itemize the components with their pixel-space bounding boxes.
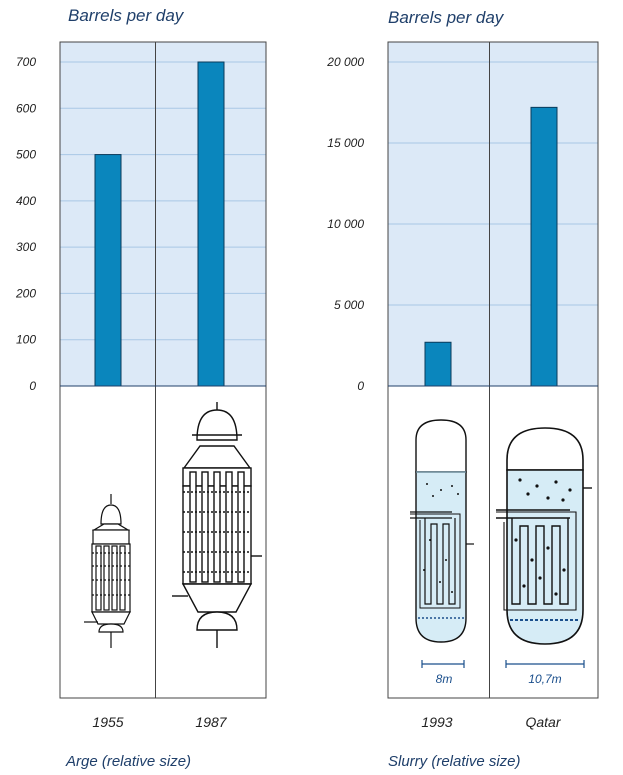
y-tick-label: 700: [15, 55, 36, 69]
y-tick-label: 600: [15, 101, 36, 116]
bar-1993: [425, 342, 451, 386]
y-tick-label: 300: [15, 240, 36, 255]
arge-reactor-1987-diagram: [172, 402, 262, 648]
bar-qatar: [531, 107, 557, 386]
y-tick-label: 15 000: [327, 136, 364, 150]
y-tick-label: 0: [357, 379, 364, 393]
reactor-diameter-qatar: 10,7m: [528, 672, 562, 686]
chart-caption: Arge (relative size): [66, 753, 192, 770]
chart-arge: [15, 6, 266, 770]
y-tick-label: 5 000: [333, 298, 364, 312]
slurry-reactor-qatar-diagram: [496, 428, 592, 644]
plot-area: [388, 42, 598, 386]
slurry-reactor-1993-diagram: [410, 420, 474, 642]
y-tick-label: 400: [15, 193, 36, 208]
y-tick-labels: [326, 55, 364, 393]
category-label-qatar: Qatar: [525, 714, 561, 730]
chart-caption: Slurry (relative size): [388, 753, 521, 770]
category-label-1993: 1993: [421, 714, 453, 730]
dimension-line-1993: [422, 660, 464, 668]
dimension-line-qatar: [506, 660, 584, 668]
y-tick-label: 500: [15, 147, 36, 162]
plot-area: [60, 42, 266, 386]
chart-slurry: [326, 8, 598, 770]
y-tick-label: 20 000: [327, 55, 364, 69]
y-tick-label: 0: [29, 379, 36, 393]
reactor-diameter-1993: 8m: [435, 672, 453, 686]
arge-reactor-1955-diagram: [84, 494, 130, 648]
y-tick-labels: [15, 55, 36, 393]
category-label-1955: 1955: [92, 714, 124, 730]
category-label-1987: 1987: [195, 714, 227, 730]
y-tick-label: 100: [15, 332, 36, 347]
bar-1955: [95, 155, 121, 386]
y-tick-label: 200: [15, 286, 36, 301]
y-axis-label: Barrels per day: [68, 6, 184, 25]
bar-1987: [198, 62, 224, 386]
y-tick-label: 10 000: [327, 217, 364, 231]
y-axis-label: Barrels per day: [388, 8, 504, 27]
